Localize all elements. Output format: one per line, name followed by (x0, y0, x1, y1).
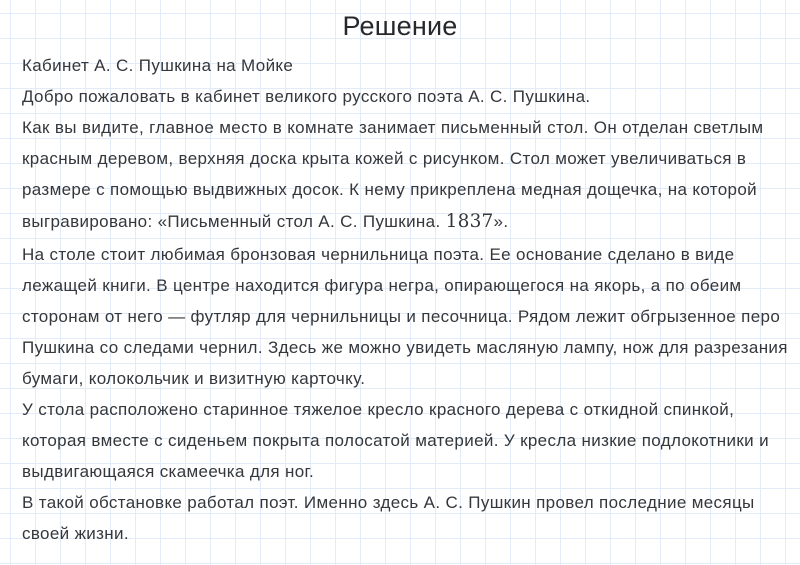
text-line-14: выдвигающаяся скамеечка для ног. (22, 462, 315, 481)
text-line-2: Добро пожаловать в кабинет великого русского поэта А. С. Пушкина. (22, 87, 591, 106)
text-line-13: которая вместе с сиденьем покрыта полосатой материей. У кресла низкие подлокотники и (22, 431, 769, 450)
text-line-9: сторонам от него — футляр для чернильницы и песочница. Рядом лежит обгрызенное перо (22, 307, 781, 326)
solution-text (22, 50, 792, 549)
text-line-3: Как вы видите, главное место в комнате занимает письменный стол. Он отделан светлым (22, 118, 764, 137)
text-line-11: бумаги, колокольчик и визитную карточку. (22, 369, 366, 388)
text-line-1: Кабинет А. С. Пушкина на Мойке (22, 56, 294, 75)
text-line-16: своей жизни. (22, 524, 129, 543)
page-title: Решение (342, 11, 458, 41)
engraved-quote-prefix: выгравировано: «Письменный стол А. С. Пушкина. (22, 212, 446, 231)
text-line-4: красным деревом, верхняя доска крыта кожей с рисунком. Стол может увеличиваться в (22, 149, 747, 168)
text-line-5: размере с помощью выдвижных досок. К нему прикреплена медная дощечка, на которой (22, 180, 757, 199)
text-line-10: Пушкина со следами чернил. Здесь же можно увидеть масляную лампу, нож для разрезания (22, 338, 788, 357)
text-line-6-engraved-plaque (22, 205, 792, 239)
text-line-7: На столе стоит любимая бронзовая чернильница поэта. Ее основание сделано в виде (22, 245, 735, 264)
text-line-8: лежащей книги. В центре находится фигура негра, опирающегося на якорь, а по обеим (22, 276, 742, 295)
text-line-12: У стола расположено старинное тяжелое кресло красного дерева с откидной спинкой, (22, 400, 735, 419)
engraved-quote-suffix: ». (493, 212, 509, 231)
text-line-15: В такой обстановке работал поэт. Именно здесь А. С. Пушкин провел последние месяцы (22, 493, 755, 512)
engraved-year: 1837 (445, 211, 494, 232)
